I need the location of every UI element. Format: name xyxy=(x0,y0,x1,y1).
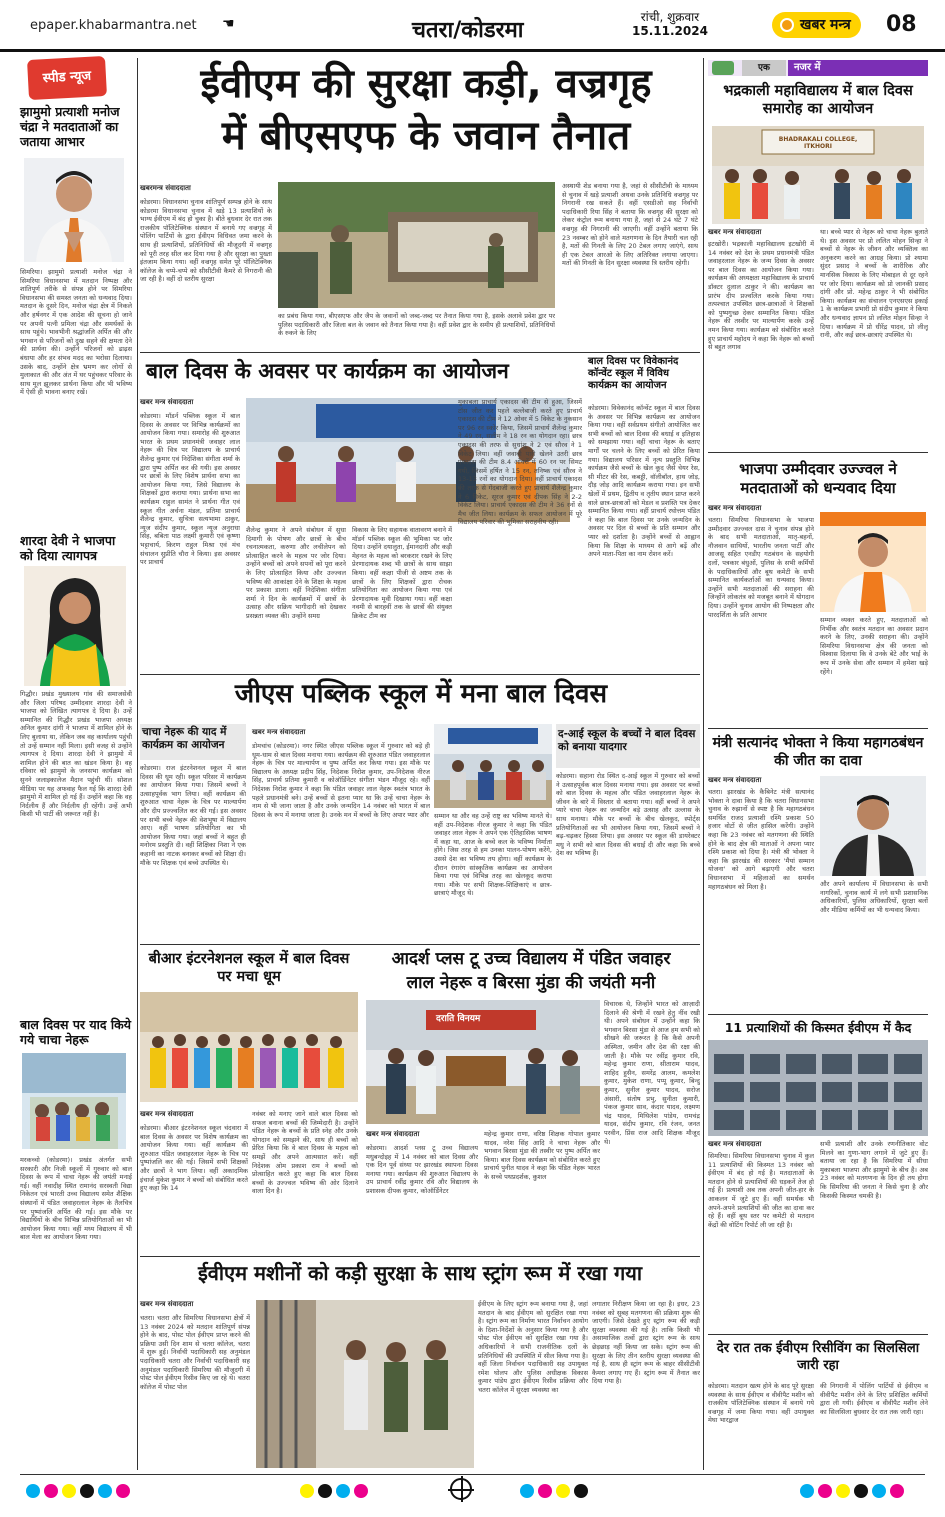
cyan-dot-2 xyxy=(98,1484,112,1498)
speed-news-story3-body: मरकच्चो (कोडरमा)। प्रखंड अंतर्गत सभी सरकारी और निजी स्कूलों में गुरुवार को बाल दिवस के रूप में चाचा नेहरू की जयंती मनाई गई। वहीं नवादीह स्थित रामानंद सरस्वती विद्या निकेतन एवं भारती उच्च विद्यालय समेत शैक्षिक संस्थानों में पंडित जवाहरलाल नेहरू के तैलचित्र पर पुष्पांजलि अर्पित की गई। इस मौके पर विद्यार्थियों के बीच विभिन्न प्रतियोगिताओं का भी आयोजन किया गया। वहीं मध्य विद्यालय में भी बाल मेला का आयोजन किया गया। xyxy=(20,1156,132,1242)
strongroom-guard-photo xyxy=(278,182,555,308)
cyan-dot-3 xyxy=(336,1484,350,1498)
ujjwal-byline: खबर मन्त्र संवाददाता xyxy=(708,504,762,512)
vivekanand-headline: बाल दिवस पर विवेकानंद कॉन्वेंट स्कूल में विविध कार्यक्रम का आयोजन xyxy=(588,356,679,391)
evm-receiving-body-a: कोडरमा। मतदान खत्म होने के बाद पूरे सुरक्षा व्यवस्था के साथ ईवीएम व वीवीपैट मशीन को राजकीय पॉलिटेक्निक संस्थान में बनाये गये वज्रगृह में जमा किया गया। वहीं उपायुक्त मेघा भारद्वाज xyxy=(708,1382,814,1425)
adarsh-headline-line2: लाल नेहरू व बिरसा मुंडा की जयंती मनी xyxy=(406,973,656,993)
brand-logo-icon xyxy=(780,18,794,32)
speed-news-story2-body: गिद्धौर। प्रखंड मुख्यालय गांव की समाजसेवी और जिला परिषद उम्मीदवार शारदा देवी ने भाजपा को लिखित त्यागपत्र दे दिया है। उन्हें सम्मानित की गिद्धौर प्रखंड भाजपा अध्यक्ष अनिल कुमार दांगी ने भाजपा में शामिल होने के लिए बुलाया था, लेकिन जब वह कार्यालय पहुंची तो उन्हें सम्मान नहीं मिला। इसी वजह से उन्होंने त्यागपत्र दे दिया। शारदा देवी ने झामुमो में शामिल होने की बात का खंडन किया है। वह रविवार को झामुमो के जनसभा कार्यक्रम को सुनने जलाइकालेज मैदान पहुंची थीं। सोशल मीडिया पर यह अफवाह फैल गई कि शारदा देवी झामुमो में शामिल हो गई हैं। उन्होंने कहा कि वह निर्दलीय हैं और निर्दलीय ही रहेंगी। उन्हें अभी किसी भी पार्टी की जरूरत नहीं है। xyxy=(20,690,132,819)
bal-diwas-col3: विकास के लिए सहायक वातावरण बनाने में मॉडर्न पब्लिक स्कूल की भूमिका पर जोर दिया। उन्होंने दयालुता, ईमानदारी और कड़ी मेहनत के महत्व को बरकरार रखने के लिए प्रेरणादायक शब्द भी छात्रों के साथ साझा किया। वहीं कक्षा पीजी से अष्टम तक के छात्रों के लिए शिक्षकों द्वारा रोचक प्रतियोगिता का आयोजन किया गया एवं प्रेरणादायक मूवी दिखाया गया। वहीं कक्षा नवमी से बारहवीं तक के छात्रों की संयुक्त क्रिकेट टीम का xyxy=(352,526,452,620)
registration-marks-center-right xyxy=(520,1482,650,1500)
registration-marks-left xyxy=(26,1482,156,1500)
chacha-nehru-body: कोडरमा। राज इंटरनेशनल स्कूल में बाल दिवस की धूम रही। स्कूल परिसर में कार्यक्रम का आयोजन किया गया। जिसमें बच्चों ने उत्साहपूर्वक भाग लिया। वहीं कार्यक्रम की शुरुआत चाचा नेहरू के चित्र पर माल्यार्पण और दीप प्रज्ज्वलित कर की गई। इस अवसर पर सभी बच्चे नेहरू की वेशभूषा में विद्यालय आए। वहीं भाषण प्रतियोगिता का भी आयोजन किया गया। जहां बच्चों ने बहुत ही मनोरम प्रस्तुति दी। वहीं शिक्षिका निशा ने एक कहानी का नाटक बनाकर बच्चों को शिक्षा दी। मौके पर शिक्षक एवं बच्चे उपस्थित थे। xyxy=(140,764,246,867)
crosshair-mark-icon xyxy=(450,1478,472,1500)
bal-diwas-headline: बाल दिवस के अवसर पर कार्यक्रम का आयोजन xyxy=(146,359,509,383)
cyan-dot-6 xyxy=(872,1484,886,1498)
magenta-dot-5 xyxy=(818,1484,832,1498)
section-title: चतरा/कोडरमा xyxy=(412,18,524,43)
bhadrakali-body-b: था। बच्चे प्यार से नेहरू को चाचा नेहरू बुलाते थे। इस अवसर पर प्रो ललित मोहन सिन्हा ने बच्चों से नेहरू के जीवन और व्यक्तित्व का अनुकरण करने का आग्रह किया। प्रो श्यामा सुंदर प्रसाद ने बच्चों के शारीरिक और मानसिक विकास के लिए मोबाइल से दूर रहने पर जोर दिया। कार्यक्रम को प्रो जानकी प्रसाद दांगी और प्रो. महेन्द्र ठाकुर ने भी संबोधित किया। कार्यक्रम का संचालन एनएसएस इकाई 1 के कार्यक्रम प्रभारी प्रो संदीप कुमार ने किया और धन्यवाद ज्ञापन प्रो ललित मोहन सिन्हा ने दिया। कार्यक्रम में प्रो धीरेंद्र यादव, प्रो लीलू रानी, और कई छात्र-छात्राएं उपस्थित थे। xyxy=(820,228,928,340)
nazar-tag-second xyxy=(788,60,928,76)
vivekanand-body: कोडरमा। विवेकानंद कॉन्वेंट स्कूल में बाल दिवस के अवसर पर विभिन्न कार्यक्रम का आयोजन किया गया। वहीं सर्वप्रथम संगीतो आयोजित कर सभी बच्चों को बाल दिवस की बधाई व इतिहास को समझाया गया। वहीं चाचा नेहरू के बताए मार्गों पर चलने के लिए बच्चों को प्रेरित किया गया। विद्यालय परिसर में नृत्य प्रस्तुति विभिन्न कार्यक्रम जैसे बच्चों के खेल कूद जैसे चेयर रेस, सी मीटर की रेस, कबड्डी, वॉलीबॉल, हाथ जोड़, दौड़ जोड़ आदि कार्यक्रम कराया गया। इन सभी खेलों में प्रथम, द्वितीय व तृतीय स्थान प्राप्त करने वाले छात्र-छात्राओं को मेडल व प्रशस्ति पत्र देकर सम्मानित किया गया। वहीं प्राचार्य रघोत्तम पंडित ने कहा कि बाल दिवस पर उनके जन्मदिन के अवसर पर दिल से बच्चों के प्रति सम्मान और प्यार को दर्शाता है। उन्होंने बच्चों से आह्वान किया कि शिक्षा के माध्यम से आगे बढ़ें और अपने माता-पिता का नाम रोशन करें। xyxy=(588,404,700,559)
strongroom-inspection-photo xyxy=(256,1300,474,1468)
yellow-dot-4 xyxy=(556,1484,570,1498)
dai-school-headline: द-आई स्कूल के बच्चों ने बाल दिवस को बनाया यादगार xyxy=(558,728,696,753)
sharda-devi-photo xyxy=(24,566,126,686)
right-divider-1 xyxy=(708,452,928,453)
lead-body-right: अस्थायी शेड बनाया गया है, जहां से सीसीटीवी के माध्यम से चुनाव में खड़े प्रत्याशी अथवा उनके प्रतिनिधि वज्रगृह पर निगरानी रख सकते हैं। वहीं एसडीओ सह निर्वाची पदाधिकारी रिया सिंह ने बताया कि वज्रगृह की सुरक्षा को लेकर कंट्रोल रूम बनाया गया है, जहां से 24 घंटे 7 घंटे वज्रगृह की निगरानी की जाएगी। वहीं उन्होंने बताया कि 23 नवम्बर को होने वाले मतगणना के दिन तैयारी चल रही है, मतों की गिनती के लिए 20 टेबल लगाए जाएंगे, साथ ही एक टेबल आरओ के लिए अतिरिक्त लगाया जाएगा। मतों की गिनती के दिन सुरक्षा व्यवस्था त्रि स्तरीय रहेगी। xyxy=(562,182,698,268)
section-divider-2 xyxy=(140,674,700,675)
footer-rule xyxy=(20,1474,925,1475)
evm-receiving-body-b: की निगरानी में पोलिंग पार्टियों से ईवीएम व वीवीपैट मशीन लेने के लिए प्रशिक्षित कर्मियों द्वारा ली गयी। ईवीएम व वीवीपैट मशीन लेने का सिलसिला बुधवार देर रात तक जारी रहा। xyxy=(820,1382,928,1416)
column-divider-right xyxy=(703,58,704,1470)
cyan-dot xyxy=(26,1484,40,1498)
bal-diwas-col4: मुकाबला प्राचार्य एकादस की टीम से हुआ, जिसमें टॉस जीत कर पहले बल्लेबाजी करते हुए प्राचार्य एकादस की टीम ने 12 ओवर में 5 विकेट के नुकसान पर 96 रन स्कोर किया, जिसमें प्राचार्य शैलेन्द्र कुमार ने 49 रन, सलीम ने 18 रन का योगदान रहा। छात्र एकादस की तरफ से सुधांशु ने 2 एवं सौरव ने 1 विकेट लिया। वहीं जवाबी पारी खेलने उतरी छात्र एकादस की टीम 8.4 ओवरों में 60 रन पर सिमट गयी, जिसमें हर्षित ने 15 रन, तनिष्क एवं सौरव ने 13-13 रनों का योगदान दिया। वहीं प्राचार्य एकादस की तरफ से गेंदबाजी करते हुए प्राचार्य शैलेन्द्र कुमार ने 6 विकेट, सूरज कुमार एवं दीपक सिंह ने 2-2 विकेट लिया। प्राचार्य एकादस की टीम ने 36 रनों से मैच जीत लिया। कार्यक्रम के सफल आयोजन में पूरे विद्यालय परिवार की भूमिका सराहनीय रही। xyxy=(458,398,582,527)
page-number: 08 xyxy=(886,12,917,37)
gs-school-col2: सम्मान था और वह उन्हें राष्ट्र का भविष्य मानते थे। वहीं उप-निदेशक नीरज कुमार ने कहा कि पंडित जवाहर लाल नेहरू ने अपने एक ऐतिहासिक भाषण में कहा था, आज के बच्चे कल के भविष्य निर्माता होंगे। जिस तरह से हम उनका पालन-पोषण करेंगे, उससे देश का भविष्य तय होगा। वहीं कार्यक्रम के दौरान रंगारंग सांस्कृतिक कार्यक्रम का आयोजन किया गया एवं विभिन्न तरह का खेलकूद कराया गया। मौके पर सभी शिक्षक-शिक्षिकाएं व छात्र-छात्राएं मौजूद थे। xyxy=(434,812,552,898)
evm-strongroom-headline: ईवीएम मशीनों को कड़ी सुरक्षा के साथ स्ट्रांग रूम में रखा गया xyxy=(197,1261,643,1285)
cyan-dot-5 xyxy=(800,1484,814,1498)
bhadrakali-headline: भद्रकाली महाविद्यालय में बाल दिवस समारोह का आयोजन xyxy=(723,83,913,117)
gs-school-photo xyxy=(434,724,552,808)
evm-strongroom-byline: खबर मन्त्र संवाददाता xyxy=(140,1300,194,1308)
registration-marks-right xyxy=(800,1482,930,1500)
black-dot-4 xyxy=(574,1484,588,1498)
black-dot-3 xyxy=(318,1484,332,1498)
magenta-dot-6 xyxy=(890,1484,904,1498)
bhadrakali-body-a: इटखोरी। भद्रकाली महाविद्यालय इटखोरी में 14 नवंबर को देश के प्रथम प्रधानमंत्री पंडित जवाहरलाल नेहरू के जन्म दिवस के अवसर पर बाल दिवस का आयोजन किया गया। कार्यक्रम की अध्यक्षता महाविद्यालय के प्राचार्य डॉक्टर दुलाल ठाकुर ने की। कार्यक्रम का प्रारंभ दीप प्रज्वलित करके किया गया। तत्पश्चात उपस्थित छात्र-छात्राओं ने शिक्षकों को पुष्पगुच्छ देकर सम्मानित किया। पंडित नेहरू की तस्वीर पर माल्यार्पण करके उन्हें नमन किया गया। कार्यक्रम को संबोधित करते हुए प्राचार्य महोदय ने कहा कि नेहरू को बच्चों से बहुत लगाव xyxy=(708,240,814,352)
adarsh-headline-line1: आदर्श प्लस टू उच्च विद्यालय में पंडित जवाहर xyxy=(391,949,671,969)
magenta-dot-4 xyxy=(538,1484,552,1498)
right-divider-2 xyxy=(708,728,928,729)
evm-strongroom-col3: लगातार निरीक्षण किया जा रहा है। इधर, 23 नवंबर को सुबह मतगणना की प्रक्रिया शुरू की जाएगी। जिसे देखते हुए स्ट्रांग रूम की कड़ी सुरक्षा व्यवस्था की गई है। ताकि किसी भी असामाजिक तत्वों द्वारा स्ट्रांग रूम के साथ छेड़छाड़ नहीं किया जा सके। स्ट्रांग रूम की सुरक्षा के लिए तीन स्तरीय सुरक्षा व्यवस्था की गई है, साथ ही स्ट्रांग रूम के बाहर सीसीटीवी कैमरा लगाए गए हैं। स्ट्रांग रूम में तैनात कर दिया गया है। xyxy=(592,1300,700,1386)
dai-school-body: कोडरमा। सहाना रोड स्थित द-आई स्कूल में गुरुवार को बच्चों ने उत्साहपूर्वक बाल दिवस मनाया गया। इस अवसर पर बच्चों को बाल दिवस के महत्व और पंडित जवाहरलाल नेहरू के जीवन के बारे में विस्तार से बताया गया। वहीं बच्चों ने अपने प्यारे चाचा नेहरू का जन्मदिन बड़े उत्साह और उल्लास के साथ मनाया। मौके पर बच्चों के बीच खेलकूद, स्पोर्ट्स प्रतियोगिताओं का भी आयोजन किया गया, जिसमें बच्चों ने बढ़-चढ़कर हिस्सा लिया। इस अवसर पर स्कूल की डायरेक्टर मधु ने सभी को बाल दिवस की बधाई दी और कहा कि बच्चे देश का भविष्य हैं। xyxy=(556,772,700,858)
bal-diwas-col2: शैलेन्द्र कुमार ने अपने संबोधन में सुधा दिमागी के पोषण और छात्रों के बीच रचनात्मकता, करुणा और लचीलेपन को प्रोत्साहित करने के महत्व पर जोर दिया। उन्होंने बच्चों को अपने सपनों को पूरा करने के लिए प्रोत्साहित किया और उज्ज्वल भविष्य की आकांक्षा देने के शिक्षा के महत्व पर प्रकाश डाला। वहीं निदेशिका संगीता शर्मा ने दिन के कार्यक्रमों में छात्रों के उत्साह और सक्रिय भागीदारी को देखकर प्रसन्नता व्यक्त की। उन्होंने समग्र xyxy=(246,526,346,620)
br-international-byline: खबर मन्त्र संवाददाता xyxy=(140,1110,194,1118)
nazar-tag-first xyxy=(742,60,786,76)
chacha-nehru-headline: चाचा नेहरू की याद में कार्यक्रम का आयोजन xyxy=(142,726,227,751)
brand-name: खबर मन्त्र xyxy=(800,17,851,33)
magenta-dot-2 xyxy=(116,1484,130,1498)
br-international-col1: कोडरमा। बीआर इंटरनेशनल स्कूल चंदवारा में बाल दिवस के अवसर पर विशेष कार्यक्रम का आयोजन किया गया। वहीं कार्यक्रम की शुरुआत पंडित जवाहरलाल नेहरू के चित्र पर पुष्पांजलि कर की गई। जिसमें सभी शिक्षकों और छात्रों ने भाग लिया। वहीं अकादमिक इंचार्ज मुकेश कुमार ने बच्चों को संबोधित करते हुए कहा कि 14 xyxy=(140,1124,248,1193)
manoj-chandra-photo xyxy=(24,158,124,262)
magenta-dot xyxy=(44,1484,58,1498)
speed-news-story2-headline: शारदा देवी ने भाजपा को दिया त्यागपत्र xyxy=(20,533,116,563)
column-divider xyxy=(137,58,138,1470)
evm-strongroom-col1: चतरा। चतरा और सिमरिया विधानसभा क्षेत्रों में 13 नवंबर 2024 को मतदान शांतिपूर्ण संपन्न होने के बाद, पोस्ट पोल ईवीएम प्राप्त करने की प्रक्रिया उसी दिन शाम से चतरा कॉलेज, चतरा में शुरू हुई। निर्वाची पदाधिकारी सह अनुमंडल पदाधिकारी चतरा और निर्वाची पदाधिकारी सह अनुमंडल पदाधिकारी सिमरिया की मौजूदगी में पोस्ट पोल ईवीएम रिसीव किए जा रहे थे। चतरा कॉलेज में पोस्ट पोल xyxy=(140,1314,250,1391)
edition-date xyxy=(632,10,708,38)
section-divider-3 xyxy=(140,944,700,945)
black-dot-5 xyxy=(854,1484,868,1498)
speed-news-story1-body: सिमरिया। झामुमो प्रत्याशी मनोज चंद्रा ने सिमरिया विधानसभा में मतदान निष्पक्ष और शांतिपूर्ण तरीके से संपन्न होने पर सिमरिया विधानसभा की समस्त जनता को धन्यवाद दिया। मतदान के दूसरे दिन, मनोज चंद्रा क्षेत्र में निकले और हर्षनगर में एक आदेश की सूचना हो जाने पर अपनी पत्नी प्रमिला चंद्रा और समर्थकों के साथ पहुंचे। भावभीनी श्रद्धांजलि अर्पित की और भगवान से परिजनों को दुख सहने की क्षमता देने की प्रार्थना की। उन्होंने परिजनों को ढाढ़स बंधाया और हर संभव मदद का भरोसा दिलाया। उसके बाद, उन्होंने क्षेत्र भ्रमण कर लोगों से मुलाकात की और अंत में घर पहुंचकर परिवार के साथ मूल झूलकर प्रार्थना किया और भी भविष्य में ऐसी ही भावना बनाए रखें। xyxy=(20,268,132,397)
speed-news-badge xyxy=(27,56,107,100)
bhokta-body-b: और अपने कार्यालय में विधानसभा के सभी नागरिकों, चुनाव कार्य में लगे सभी प्रशासनिक अधिकारियों, पुलिस अधिकारियों, सुरक्षा बलों और मीडिया कर्मियों का भी धन्यवाद किया। xyxy=(820,880,928,914)
right-divider-4 xyxy=(708,1334,928,1335)
br-international-col2: नवंबर को मनाए जाने वाले बाल दिवस को सफल बनाना बच्चों की जिम्मेदारी है। उन्होंने पंडित नेहरू के बच्चों के प्रति स्नेह और उनके योगदान को समझने की, साथ ही बच्चों को प्रेरित किया कि वे बाल दिवस के महत्व को समझें और अपने आत्मसात करें। वहीं निदेशक ओम प्रकाश राम ने बच्चों को प्रोत्साहित करते हुए कहा कि बाल दिवस बच्चों के उज्ज्वल भविष्य की ओर दिलाने वाला दिन है। xyxy=(252,1110,358,1196)
evm-machines-photo xyxy=(708,1040,928,1136)
bhokta-byline: खबर मन्त्र संवाददाता xyxy=(708,776,762,784)
bhadrakali-college-photo xyxy=(712,126,924,224)
lead-photo-caption: का प्रबंध किया गया, बीएसएफ और जैप के जवानों को जब्द-जब्द पर तैनात किया गया है, इसके अलावे प्रवेश द्वार पर पुलिस पदाधिकारी और जिला बल के जवान को तैनात किया गया है। वहीं प्रवेश द्वार के समीप ही प्रत्याशियों, प्रतिनिधियों के रुकने के लिए xyxy=(278,312,555,338)
lead-body-left: कोडरमा। विधानसभा चुनाव शांतिपूर्ण सम्पन्न होने के साथ कोडरमा विधानसभा चुनाव में खड़े 13 प्रत्याशियों के भाग्य ईवीएम में बंद हो चुका है। बीते बुधवार देर रात तक राजकीय पॉलिटेक्निक संस्थान में बनाये गए वज्रगृह में पोलिंग पार्टियों के द्वारा ईवीएम विधिवत जमा करने के साथ ही प्रत्याशियों, प्रतिनिधियों की मौजूदगी में वज्रगृह को पूरी तरह सील कर दिया गया है और सुरक्षा का पुख्ता इंतजाम किया गया। वहीं वज्रगृह समेत पूरे पॉलिटेक्निक कॉलेज के चप्पे-चप्पे को सीसीटीवी कैमरे से निगरानी की जा रही है। वहीं दो स्तरीय सुरक्षा xyxy=(140,198,272,284)
yellow-dot-3 xyxy=(300,1484,314,1498)
bal-diwas-byline: खबर मन्त्र संवाददाता xyxy=(140,398,194,406)
section-divider-4 xyxy=(140,1256,700,1257)
cyan-dot-4 xyxy=(520,1484,534,1498)
speed-news-story3-headline: बाल दिवस पर याद किये गये चाचा नेहरू xyxy=(20,1017,131,1047)
ujjwal-body-b: सम्मान व्यक्त करते हुए, मतदाताओं को निर्भीक और स्वतंत्र मतदान का अवसर प्रदान करने के लिए, उनकी सराहना की। उन्होंने सिमरिया विधानसभा क्षेत्र की जनता को विश्वास दिलाया कि वे उनके बेटे और भाई के रूप में उनके सेवा और सम्मान में हमेशा खड़े रहेंगे। xyxy=(820,616,928,676)
right-divider-3 xyxy=(708,1014,928,1015)
ujjwal-headline: भाजपा उम्मीदवार उज्ज्वल ने मतदाताओं को धन्यवाद दिया xyxy=(739,460,897,497)
pointer-icon: ☚ xyxy=(222,16,235,32)
gs-school-byline: खबर मन्त्र संवाददाता xyxy=(252,728,306,736)
bhokta-headline: मंत्री सत्यानंद भोक्ता ने किया महागठबंधन की जीत का दावा xyxy=(712,735,924,769)
br-international-photo xyxy=(140,992,358,1102)
yellow-dot-5 xyxy=(836,1484,850,1498)
bal-diwas-school-photo xyxy=(22,1053,126,1149)
magenta-dot-3 xyxy=(354,1484,368,1498)
lead-headline-line2: में बीएसएफ के जवान तैनात xyxy=(221,113,631,159)
gs-school-col1: डोमचांच (कोडरमा)। नगर स्थित जीएस पब्लिक स्कूल में गुरुवार को बड़े ही धूम-धाम से बाल दिवस मनाया गया। कार्यक्रम की शुरुआत पंडित जवाहरलाल नेहरू के चित्र पर माल्यार्पण व पुष्प अर्पित कर किया गया। इस मौके पर विद्यालय के अध्यक्ष प्रदीप सिंह, निदेशक निरोश कुमार, उप-निदेशक नीरज सिंह, प्राचार्य प्रतिमा कुमारी व कोऑर्डिनेटर संगीता भंडन मौजूद रहे। वहीं निदेशक निरोश कुमार ने कहा कि पंडित जवाहर लाल नेहरू स्वतंत्र भारत के पहले प्रधानमंत्री बने। उन्हें बच्चों से इतना प्यार था कि उन्हें चाचा नेहरू के नाम से भी जाना जाता है और उनके जन्मदिन 14 नवंबर को भारत में बाल दिवस के रूप में मनाया जाता है। उनके मन में बच्चों के लिए अपार प्यार और xyxy=(252,742,430,819)
gs-school-headline: जीएस पब्लिक स्कूल में मना बाल दिवस xyxy=(234,679,608,709)
ujjwal-das-photo xyxy=(820,512,926,612)
yellow-dot xyxy=(62,1484,76,1498)
adarsh-col1: कोडरमा। आदर्श प्लस टू उच्च विद्यालय मधुबन्दोइह में 14 नवंबर को बाल दिवस और एक दिन पूर्व संध्या पर झारखंड स्थापना दिवस मनाया गया। कार्यक्रम की शुरुआत विद्यालय के उप प्राचार्य रवींद्र कुमार रवि और विद्यालय के प्रशासक दीपक कुमार, कोऑर्डिनेटर xyxy=(366,1144,478,1195)
nazar-globe-icon xyxy=(712,61,734,75)
speed-news-label: स्पीड न्यूज xyxy=(42,68,92,87)
evm-strongroom-col2: ईवीएम के लिए स्ट्रांग रूम बनाया गया है, जहां मतदान के बाद ईवीएम को सुरक्षित रखा गया है। स्ट्रांग रूम का निर्माण भारत निर्वाचन आयोग के दिशा-निर्देशों के अनुसार किया गया है और पोस्ट पोल ईवीएम को सुरक्षित रखा गया है। अधिकारियों ने सभी राजनीतिक दलों के प्रतिनिधियों की उपस्थिति में सील किया गया है। वहीं जिला निर्वाचन पदाधिकारी सह उपायुक्त रमेश घोलप और पुलिस अधीक्षक विकास कुमार पांडेय द्वारा ईवीएम रिसीव प्रक्रिया और चतरा कॉलेज में सुरक्षा व्यवस्था का xyxy=(478,1300,588,1394)
adarsh-banner-text: दराति विनयम xyxy=(436,1014,481,1024)
edition-date-value: 15.11.2024 xyxy=(632,24,708,38)
adarsh-byline: खबर मन्त्र संवाददाता xyxy=(366,1130,420,1138)
bhadrakali-byline: खबर मन्त्र संवाददाता xyxy=(708,228,762,236)
candidates-evm-byline: खबर मन्त्र संवाददाता xyxy=(708,1140,762,1148)
bhadrakali-banner-text: BHADRAKALI COLLEGE, ITKHORI xyxy=(778,136,858,150)
lead-headline-line1: ईवीएम की सुरक्षा कड़ी, वज्रगृह xyxy=(200,61,652,107)
nazar-tag-second-text: नजर में xyxy=(794,62,821,73)
registration-marks-center-left xyxy=(300,1482,430,1500)
section-divider xyxy=(140,352,700,353)
adarsh-col2: महेन्द्र कुमार राणा, वरिष्ठ शिक्षक गोपाल कुमार यादव, नरेश सिंह आदि ने चाचा नेहरू और भगवान बिरसा मुंडा की तस्वीर पर पुष्प अर्पित कर किया। बाल दिवस कार्यक्रम को संबोधित करते हुए प्राचार्य पुनीत यादव ने कहा कि पंडित नेहरू भारत के सच्चे पथप्रदर्शक, कुशल xyxy=(484,1130,600,1181)
edition-city-day: रांची, शुक्रवार xyxy=(640,10,700,24)
bal-diwas-col1: कोडरमा। मॉडर्न पब्लिक स्कूल में बाल दिवस के अवसर पर विभिन्न कार्यक्रमों का आयोजन किया गया। समारोह की शुरुआत भारत के प्रथम प्रधानमंत्री जवाहर लाल नेहरू की चित्र पर विद्यालय के प्राचार्य शैलेन्द्र कुमार एवं निदेशिका संगीता शर्मा के द्वारा पुष्प अर्पित कर की गयी। इस अवसर पर छात्रों के लिए विशेष प्रार्थना सभा का आयोजन किया गया, जिसे विद्यालय के शिक्षकों द्वारा कराया गया। प्रार्थना सभा का कार्यक्रम राहुल सामंत ने प्रार्थना गीत एवं स्कूल गीत अर्चना मंडल, प्रतिमा प्राचार्य शैलेन्द्र कुमार, सुचित्रा सत्यभामा ठाकुर, न्यूज संदीप कुमार, स्कूल न्यूज अनुराधा सिंह, बबिता पाठ लक्ष्मी कुमारी एवं कृष्णा भट्टाचार्य, किरण राहुल मिश्रा एवं मंच संचालन सुप्रीति चौरा ने किया। इस अवसर पर प्राचार्य xyxy=(140,412,240,567)
bhokta-body-a: चतरा। झारखंड के कैबिनेट मंत्री सत्यानंद भोक्ता ने दावा किया है कि चतरा विधानसभा चुनाव के रुझानों से स्पष्ट है कि महागठबंधन समर्थित राजद प्रत्याशी रश्मि प्रकाश 50 हजार वोटों से जीत हासिल करेंगी। उन्होंने कहा कि 23 नवंबर को मतगणना की स्थिति होने के बाद क्षेत्र की माताओं ने अपना प्यार रश्मि प्रकाश को दिया है। मंत्री श्री भोक्ता ने कहा कि झारखंड की सरकार 'मैयां सम्मान योजना' को आगे बढ़ाएगी और चतरा विधानसभा में महिलाओं का समर्थन महागठबंधन को मिला है। xyxy=(708,788,814,891)
black-dot xyxy=(80,1484,94,1498)
candidates-evm-body-b: सभी प्रत्याशी और उनके रणनीतिकार वोट मिलने का गुणा-भाग लगाने में जुटे हुए हैं। बताया जा रहा है कि सिमरिया में सीधा मुकाबला भाजपा और झामुमो के बीच है। अब 23 नवंबर को मतगणना के दिन ही तय होगा कि सिमरिया की जनता ने किसे चुना है और किसकी किस्मत चमकी है। xyxy=(820,1140,928,1200)
lead-byline: खबरमन्त्र संवाददाता xyxy=(140,184,191,192)
adarsh-col3: विचारक थे, जिन्होंने भारत को आज़ादी दिलाने की श्रेणी में रखने हेतु नींव रखी थी। अपने संबोधन में उन्होंने कहा कि भगवान बिरसा मुंडा से आज हम सभी को सीखने की जरूरत है कि कैसे अपनी अस्मिता, जमीन और देश की रक्षा की जाती है। मौके पर रवींद्र कुमार रवि, महेन्द्र कुमार राणा, सीताराम यादव, शाहिद हुसैन, समरेंद्र आलम, कमलेश कुमार, मुकेश राणा, पप्पू कुमार, बिन्दु कुमार, सुनील कुमार यादव, सरोज अंसारी, संतोष प्रभु, सुनीता कुमारी, पंकज कुमार साव, कंदार यादव, लक्ष्मण चंद्र यादव, मिथिलेश पांडेय, रामचंद्र यादव, संदीप कुमार, रवि रंजन, जनत परवीन, प्रिंस राज आदि शिक्षक मौजूद थे। xyxy=(604,1000,700,1146)
epaper-url[interactable]: epaper.khabarmantra.net xyxy=(30,18,197,33)
candidates-evm-headline: 11 प्रत्याशियों की किस्मत ईवीएम में कैद xyxy=(724,1020,912,1035)
adarsh-school-photo xyxy=(366,1000,600,1124)
satyanand-bhokta-photo xyxy=(820,776,926,876)
ujjwal-body-a: चतरा। सिमरिया विधानसभा के भाजपा उम्मीदवार उज्ज्वल दास ने चुनाव संपन्न होने के बाद सभी मतदाताओं, मातृ-बहनों, नौजवान साथियों, भारतीय जनता पार्टी और आजसू सहित एनडीए गठबंधन के सहयोगी दलों, पत्रकार बंधुओं, पुलिस के सभी कर्मियों के पदाधिकारियों और बूथ कमेटी के सभी सम्मानित कार्यकर्ताओं का धन्यवाद किया। उन्होंने सभी मतदाताओं की सराहना की जिन्होंने लोकतंत्र को मजबूत बनाने में योगदान दिया। उन्होंने चुनाव आयोग की निष्पक्षता और पारदर्शिता के प्रति आभार xyxy=(708,516,814,619)
candidates-evm-body-a: सिमरिया। सिमरिया विधानसभा चुनाव में कुल 11 प्रत्याशियों की किस्मत 13 नवंबर को ईवीएम में बंद हो गई है। मतदाताओं के मतदान होने से प्रत्याशियों की धड़कनें तेज हो गई हैं। प्रत्याशी अब तक अपनी जीत-हार के आकलन में जुटे हुए हैं। वहीं समर्थक भी अपने-अपने प्रत्याशियों की जीत का दावा कर रहे हैं। वहीं बूथ स्तर पर कमेटी से मतदान केंद्रों की वोटिंग रिपोर्ट ली जा रही है। xyxy=(708,1152,814,1229)
br-international-headline: बीआर इंटरनेशनल स्कूल में बाल दिवस पर मचा धूम xyxy=(148,951,350,985)
nazar-tag-first-text: एक xyxy=(758,63,770,73)
speed-news-story1-headline: झामुमो प्रत्याशी मनोज चंद्रा ने मतदाताओं का जताया आभार xyxy=(20,104,120,149)
evm-receiving-headline: देर रात तक ईवीएम रिसीविंग का सिलसिला जारी रहा xyxy=(716,1341,920,1373)
